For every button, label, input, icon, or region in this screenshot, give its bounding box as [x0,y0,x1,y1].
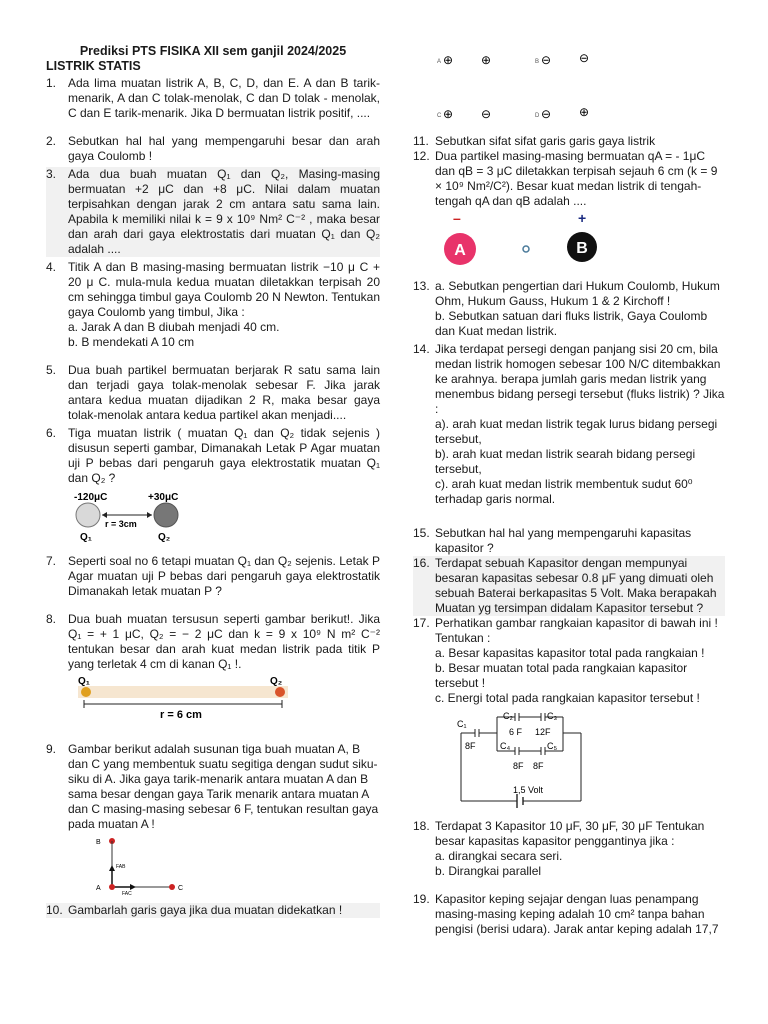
q12-b-sign: + [578,213,587,226]
question-5: 5. Dua buah partikel bermuatan berjarak R satu sama lain dan terjadi gaya tolak-menolak sebesar F. Jika jarak antara kedua muatan dijadikan 2 R, maka besar gaya tolak-menolak antara kedua partikel akan menjadi.... [46,363,380,422]
q10-a-charge2: ⊕ [481,53,492,67]
svg-text:A: A [437,59,442,65]
question-2: 2. Sebutkan hal hal yang mempengaruhi besar dan arah gaya Coulomb ! [46,134,380,163]
q6-q2-charge: +30μC [148,492,179,503]
q10-d-charge1: ⊖ [541,107,552,120]
svg-text:D: D [535,113,540,119]
q10-figure [437,42,725,124]
q9-charge-a [109,884,115,890]
q9-figure [94,835,380,901]
q8-q2-dot [275,687,285,697]
battery-voltage: 1,5 Volt [513,785,544,795]
q10-a-charge1: ⊕ [443,53,454,67]
right-column [413,44,725,940]
c4-label: C₄ [500,741,511,751]
question-4: 4. Titik A dan B masing-masing bermuatan listrik −10 μ C + 20 μ C. mula-mula kedua muatan diletakkan terpisah 20 cm sehingga timbul gaya Coulomb 20 N Newton. Tentukan gaya Coulomb yang timbul, Jika : a. Jarak A dan B diubah menjadi 40 cm. b. B mendekati A 10 cm [46,260,380,349]
q6-q1-ball [76,503,100,527]
svg-text:C: C [437,113,442,119]
question-17: 17. Perhatikan gambar rangkaian kapasitor di bawah ini ! Tentukan : a. Besar kapasitas kapasitor total pada rangkaian ! b. Besar muatan total pada rangkaian kapasitor tersebut ! c. Energi total pada rangkaian kapasitor tersebut ! [413,616,718,705]
left-column [46,44,380,921]
q8-q1-name: Q₁ [78,676,90,687]
question-14: 14. Jika terdapat persegi dengan panjang sisi 20 cm, bila medan listrik homogen sebesar 100 N/C ditembakkan ke arahnya. berapa jumlah garis medan listrik yang menembus bidang persegi tersebut (fluks listrik) ? Jika : a). arah kuat medan listrik tegak lurus bidang persegi tersebut, b). arah kuat medan listrik searah bidang persegi tersebut, c). arah kuat medan listrik membentuk sudut 60⁰ terhadap garis normal. [413,342,725,506]
question-15: 15. Sebutkan hal hal yang mempengaruhi kapasitas kapasitor ? [413,526,692,555]
c3-label: C₃ [547,711,558,721]
question-18: 18. Terdapat 3 Kapasitor 10 μF, 30 μF, 30 μF Tentukan besar kapasitas kapasitor penggantinya jika : a. dirangkai secara seri. b. Dirangkai parallel [413,819,705,878]
q6-q2-ball [154,503,178,527]
q8-q1-dot [81,687,91,697]
c1-label: C₁ [457,719,467,729]
q12-a-sign: – [453,213,461,226]
q10-c-charge2: ⊖ [481,107,492,120]
q8-distance: r = 6 cm [160,709,202,721]
q8-figure [70,676,380,726]
question-12: 12. Dua partikel masing-masing bermuatan qA = - 1μC dan qB = 3 μC diletakkan terpisah sejauh 6 cm (k = 9 × 10⁹ Nm²/C²). Besar kuat medan listrik di tengah-tengah qA dan qB adalah .... [413,149,718,208]
svg-text:B: B [96,839,101,846]
q10-b-charge2: ⊖ [579,51,590,65]
c2-value: 6 F [509,727,523,737]
q4-sub-b: b. B mendekati A 10 cm [68,335,195,349]
question-19: 19. Kapasitor keping sejajar dengan luas penampang masing-masing keping adalah 10 cm² tanpa bahan pengisi (berisi udara). Jarak antar keping adalah 17,7 [413,892,719,936]
q6-q1-name: Q₁ [80,532,92,543]
svg-text:B: B [535,59,540,65]
svg-text:A: A [96,885,101,892]
page-title: Prediksi PTS FISIKA XII sem ganjil 2024/2025 [79,44,347,58]
q6-distance: r = 3cm [105,519,137,529]
c2-label: C₂ [503,711,513,721]
q6-q2-name: Q₂ [158,532,171,543]
q6-q1-charge: -120μC [74,492,108,503]
question-10: 10. Gambarlah garis gaya jika dua muatan didekatkan ! [46,903,380,918]
q6-figure [70,490,380,548]
c4-value: 8F [513,761,524,771]
svg-text:FAB: FAB [116,864,126,870]
c1-value: 8F [465,741,476,751]
q10-b-charge1: ⊖ [541,53,552,67]
c3-value: 12F [535,727,551,737]
question-8: 8. Dua buah muatan tersusun seperti gambar berikut!. Jika Q₁ = + 1 μC, Q₂ = − 2 μC dan k = 9 x 10⁹ N m² C⁻² tentukan besar dan arah kuat medan listrik pada titik P yang terletak 4 cm di kanan Q₁ !. [46,612,380,671]
question-7: 7. Seperti soal no 6 tetapi muatan Q₁ dan Q₂ sejenis. Letak P Agar muatan uji P bebas dari pengaruh gaya elektrostatik Dimanakah letak muatan P ? [46,554,380,598]
q10-d-charge2: ⊕ [579,105,590,119]
q12-figure [443,213,725,273]
q10-c-charge1: ⊕ [443,107,454,120]
svg-text:B: B [576,240,588,257]
q9-charge-c [169,884,175,890]
question-13: 13. a. Sebutkan pengertian dari Hukum Coulomb, Hukum Ohm, Hukum Gauss, Hukum 1 & 2 Kirchoff ! b. Sebutkan satuan dari fluks listrik, Gaya Coulomb dan Kuat medan listrik. [413,279,720,338]
svg-text:A: A [454,242,466,259]
question-6: 6. Tiga muatan listrik ( muatan Q₁ dan Q₂ tidak sejenis ) disusun seperti gambar, Dimanakah Letak P Agar muatan uji P bebas dari pengaruh gaya elektrostatik muatan Q₁ dan Q₂ ? [46,426,380,485]
c5-value: 8F [533,761,544,771]
question-11: 11. Sebutkan sifat sifat garis garis gaya listrik [413,134,656,148]
svg-text:FAC: FAC [122,891,132,897]
question-3: 3. Ada dua buah muatan Q₁ dan Q₂, Masing-masing bermuatan +2 μC dan +8 μC. Nilai dalam muatan terpisahkan dengan jarak 2 cm antara satu sama lain. Apabila k memiliki nilai k = 9 x 10⁹ Nm² C⁻² , maka besar dan arah dari gaya elektrostatis dari muatan Q₁ dan Q₂ adalah .... [46,167,380,256]
question-1: 1. Ada lima muatan listrik A, B, C, D, dan E. A dan B tarik-menarik, A dan C tolak-menolak, C dan D tolak - menolak, C dan E tarik-menarik. Jika D bermuatan listrik positif, .... [46,76,380,120]
q8-q2-name: Q₂ [270,676,283,687]
q4-sub-a: a. Jarak A dan B diubah menjadi 40 cm. [68,320,280,334]
c5-label: C₅ [547,741,558,751]
section-title: LISTRIK STATIS [46,59,141,73]
svg-text:C: C [178,885,184,892]
question-9: 9. Gambar berikut adalah susunan tiga buah muatan A, B dan C yang membentuk suatu segitiga dengan sudut siku-siku di A. Jika gaya tarik-menarik antara muatan A dan B sama besar dengan gaya Tarik menarik antara muatan A dan C masing-masing sebesar 6 F, tentukan resultan gaya pada muatan A ! [46,742,379,831]
q12-midpoint [523,246,529,252]
q17-circuit-figure [457,709,725,813]
question-16: 16. Terdapat sebuah Kapasitor dengan mempunyai besaran kapasitas sebesar 0.8 μF yang dimuati oleh sebuah Baterai berkapasitas 5 Volt. Maka berapakah Muatan yg tersimpan didalam Kapasitor tersebut ? [413,556,725,616]
